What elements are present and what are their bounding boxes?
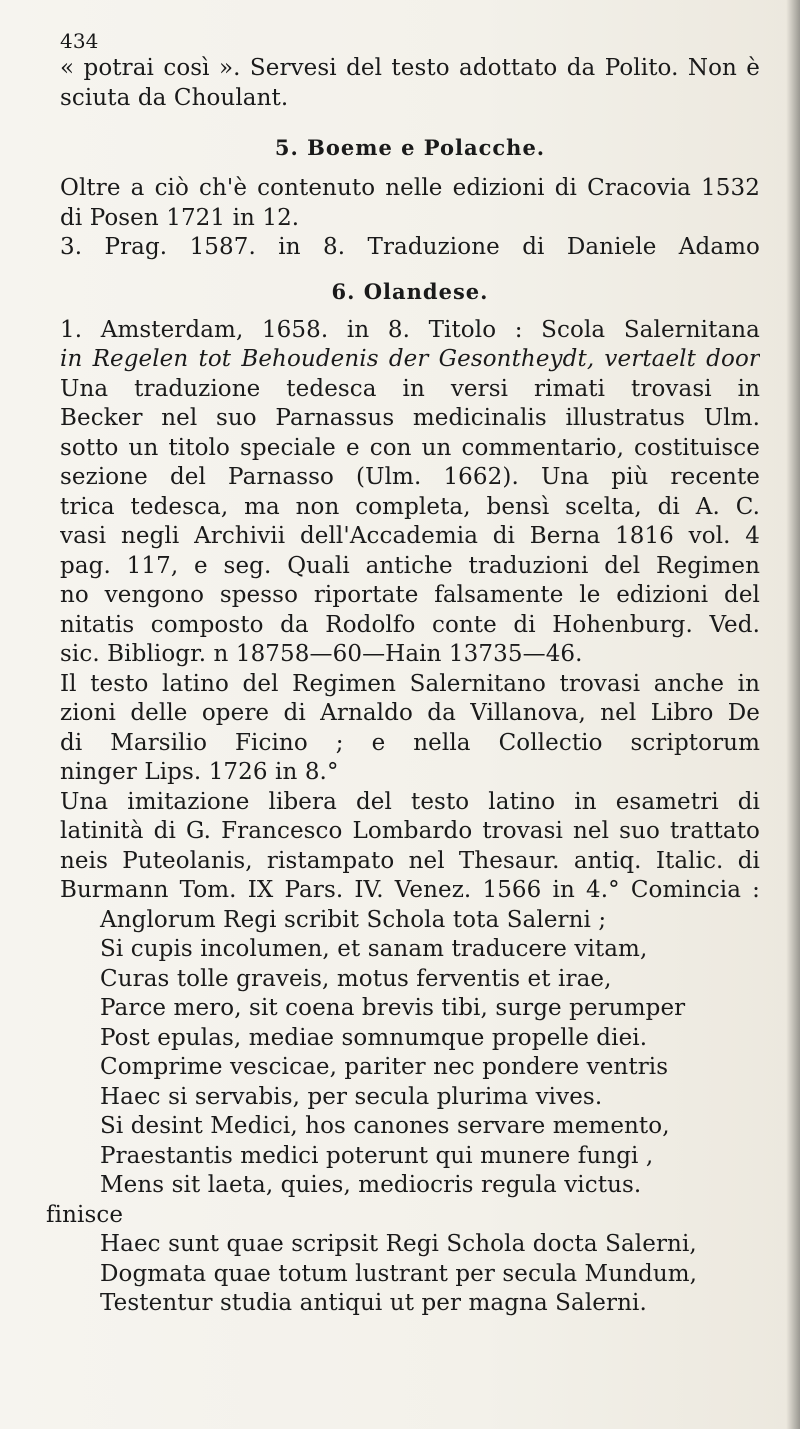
page-number: 434 <box>60 29 99 53</box>
text-line: di Marsilio Ficino ; e nella Collectio scriptorum <box>60 729 760 756</box>
text-line: Burmann Tom. IX Pars. IV. Venez. 1566 in 4.° Comincia : <box>60 877 760 903</box>
text-line: ninger Lips. 1726 in 8.° <box>60 759 339 785</box>
text-line: trica tedesca, ma non completa, bensì scelta, di A. C. <box>60 493 760 520</box>
section-heading-6: 6. Olandese. <box>331 278 489 304</box>
text-line: pag. 117, e seg. Quali antiche traduzioni del Regimen <box>60 552 760 579</box>
page-text <box>46 28 760 1319</box>
text-line: sotto un titolo speciale e con un commentario, costituisce <box>60 434 760 461</box>
text-line: Una imitazione libera del testo latino in esametri di <box>60 788 760 815</box>
text-line: zioni delle opere di Arnaldo da Villanova, nel Libro De <box>60 700 760 726</box>
text-line: Una traduzione tedesca in versi rimati trovasi in <box>60 375 760 402</box>
verse-line: Praestantis medici poterunt qui munere fungi , <box>100 1142 654 1169</box>
verse-line: Haec si servabis, per secula plurima vives. <box>100 1083 603 1110</box>
text-line: latinità di G. Francesco Lombardo trovasi nel suo trattato <box>60 818 760 844</box>
text-line: sciuta da Choulant. <box>60 84 289 111</box>
text-line: sezione del Parnasso (Ulm. 1662). Una più recente <box>60 464 760 490</box>
verse-line: Haec sunt quae scripsit Regi Schola docta Salerni, <box>100 1231 697 1257</box>
verse-line: Anglorum Regi scribit Schola tota Salerni ; <box>100 906 607 933</box>
verse-line: Testentur studia antiqui ut per magna Salerni. <box>100 1290 647 1316</box>
verse-line: Post epulas, mediae somnumque propelle diei. <box>100 1024 648 1051</box>
text-line: « potrai così ». Servesi del testo adottato da Polito. Non è <box>60 55 760 81</box>
text-line: vasi negli Archivii dell'Accademia di Berna 1816 vol. 4 <box>60 523 760 549</box>
text-line: Oltre a ciò ch'è contenuto nelle edizioni di Cracovia 1532 <box>60 175 760 201</box>
verse-line: Mens sit laeta, quies, mediocris regula victus. <box>100 1172 642 1198</box>
text-line: 3. Prag. 1587. in 8. Traduzione di Daniele Adamo <box>60 234 760 260</box>
text-line: di Posen 1721 in 12. <box>60 204 300 231</box>
text-line: sic. Bibliogr. n 18758—60—Hain 13735—46. <box>60 641 583 667</box>
text-line: in Regelen tot Behoudenis der Gesontheydt, vertaelt door <box>60 346 760 372</box>
verse-line: Si desint Medici, hos canones servare memento, <box>100 1113 670 1139</box>
verse-line: Si cupis incolumen, et sanam traducere vitam, <box>100 936 648 962</box>
text-line: 1. Amsterdam, 1658. in 8. Titolo : Scola Salernitana <box>60 316 760 343</box>
text-line: nitatis composto da Rodolfo conte di Hohenburg. Ved. <box>60 611 760 638</box>
text-line: Il testo latino del Regimen Salernitano trovasi anche in <box>60 670 760 697</box>
finisce-label: finisce <box>46 1201 124 1228</box>
verse-line: Dogmata quae totum lustrant per secula Mundum, <box>100 1260 698 1287</box>
verse-line: Parce mero, sit coena brevis tibi, surge perumper <box>100 995 686 1021</box>
verse-line: Curas tolle graveis, motus ferventis et irae, <box>100 965 612 992</box>
text-line: no vengono spesso riportate falsamente le edizioni del <box>60 582 760 608</box>
verse-line: Comprime vescicae, pariter nec pondere ventris <box>100 1054 669 1080</box>
section-heading-5: 5. Boeme e Polacche. <box>274 135 546 160</box>
text-line: Becker nel suo Parnassus medicinalis illustratus Ulm. <box>60 405 760 431</box>
text-line: neis Puteolanis, ristampato nel Thesaur. antiq. Italic. di <box>60 847 760 874</box>
